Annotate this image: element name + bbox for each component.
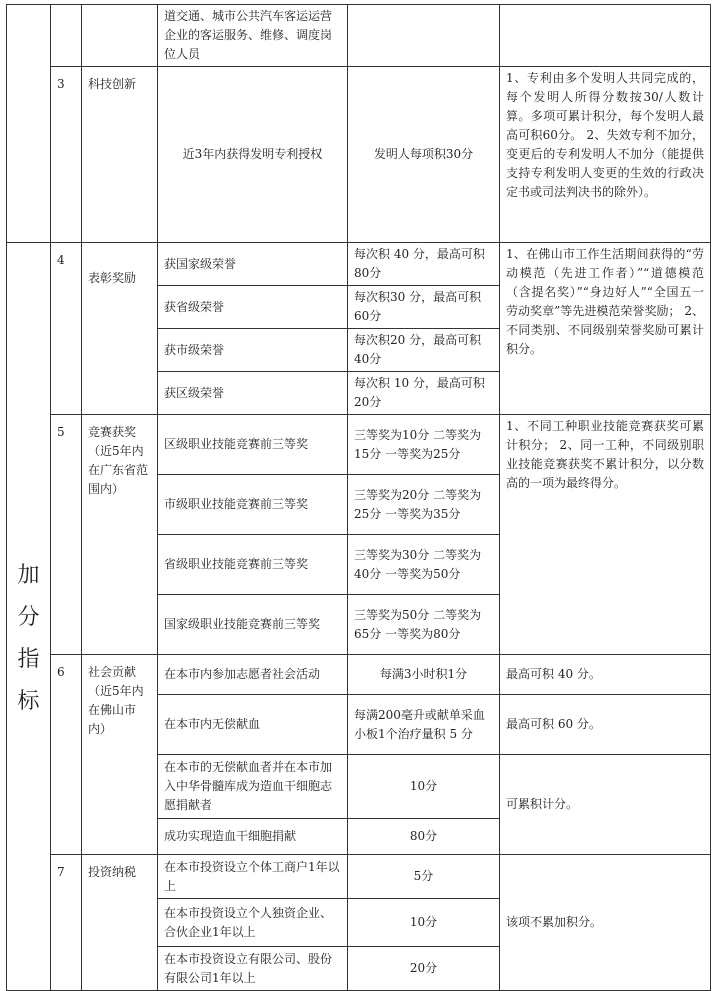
table-row <box>7 415 711 475</box>
row-score: 每满3小时积1分 <box>348 655 500 695</box>
row-category <box>82 5 158 67</box>
section-cell-top <box>7 5 51 243</box>
row-score: 10分 <box>348 899 500 947</box>
row-score: 三等奖为30分 二等奖为40分 一等奖为50分 <box>348 535 500 595</box>
table-row <box>7 243 711 286</box>
points-table <box>6 4 711 991</box>
row-note: 1、不同工种职业技能竞赛获奖可累计积分； 2、同一工种，不同级别职业技能竞赛获奖不累计积分，以分数高的一项为最终得分。 <box>500 415 711 655</box>
row-no: 7 <box>51 855 82 991</box>
row-item: 获国家级荣誉 <box>158 243 348 286</box>
row-score: 三等奖为20分 二等奖为25分 一等奖为35分 <box>348 475 500 535</box>
section-label-char: 分 <box>17 605 40 630</box>
row-item: 获区级荣誉 <box>158 372 348 415</box>
row-no: 6 <box>51 655 82 855</box>
row-category: 表彰奖励 <box>82 243 158 415</box>
row-item: 区级职业技能竞赛前三等奖 <box>158 415 348 475</box>
row-no: 4 <box>51 243 82 415</box>
section-label <box>7 243 51 991</box>
row-item: 在本市的无偿献血者并在本市加入中华骨髓库成为造血干细胞志愿捐献者 <box>158 755 348 819</box>
row-item: 省级职业技能竞赛前三等奖 <box>158 535 348 595</box>
table-row <box>7 855 711 899</box>
row-item: 近3年内获得发明专利授权 <box>158 67 348 243</box>
row-no <box>51 5 82 67</box>
row-score: 20分 <box>348 947 500 991</box>
row-item: 在本市投资设立有限公司、股份有限公司1年以上 <box>158 947 348 991</box>
row-score: 每次积 10 分，最高可积20分 <box>348 372 500 415</box>
row-no: 5 <box>51 415 82 655</box>
row-item: 获市级荣誉 <box>158 329 348 372</box>
row-category: 科技创新 <box>82 67 158 243</box>
row-item: 在本市内无偿献血 <box>158 695 348 755</box>
row-item: 成功实现造血干细胞捐献 <box>158 819 348 855</box>
row-note: 1、在佛山市工作生活期间获得的“劳动模范（先进工作者）”“道德模范（含提名奖）”“身边好人”“全国五一劳动奖章”等先进模范荣誉奖励； 2、不同类别、不同级别荣誉奖励可累计积分。 <box>500 243 711 415</box>
row-score: 5分 <box>348 855 500 899</box>
row-no: 3 <box>51 67 82 243</box>
table-row <box>7 67 711 243</box>
row-score: 三等奖为10分 二等奖为15分 一等奖为25分 <box>348 415 500 475</box>
row-item: 在本市内参加志愿者社会活动 <box>158 655 348 695</box>
row-score <box>348 5 500 67</box>
table-row <box>7 655 711 695</box>
row-score: 10分 <box>348 755 500 819</box>
row-score: 三等奖为50分 二等奖为65分 一等奖为80分 <box>348 595 500 655</box>
row-score: 每满200毫升或献单采血小板1个治疗量积 5 分 <box>348 695 500 755</box>
row-item: 获省级荣誉 <box>158 286 348 329</box>
table-row <box>7 5 711 67</box>
row-note: 最高可积 40 分。 <box>500 655 711 695</box>
row-item: 在本市投资设立个体工商户1年以上 <box>158 855 348 899</box>
row-category: 竞赛获奖（近5年内在广东省范围内） <box>82 415 158 655</box>
row-note: 该项不累加积分。 <box>500 855 711 991</box>
row-item: 市级职业技能竞赛前三等奖 <box>158 475 348 535</box>
section-label-char: 加 <box>17 563 40 588</box>
row-note: 1、专利由多个发明人共同完成的，每个发明人所得分数按30/人数计算。多项可累计积分，每个发明人最高可积60分。 2、失效专利不加分，变更后的专利发明人不加分（能提供支持专利发明人变更的生效的行政决定书或司法判决书的除外）。 <box>500 67 711 243</box>
row-score: 发明人每项积30分 <box>348 67 500 243</box>
row-score: 每次积20 分，最高可积40分 <box>348 329 500 372</box>
row-item: 国家级职业技能竞赛前三等奖 <box>158 595 348 655</box>
row-note <box>500 5 711 67</box>
row-note: 最高可积 60 分。 <box>500 695 711 755</box>
row-note: 可累积计分。 <box>500 755 711 855</box>
row-item: 在本市投资设立个人独资企业、合伙企业1年以上 <box>158 899 348 947</box>
row-score: 每次积30 分，最高可积 60分 <box>348 286 500 329</box>
section-label-char: 标 <box>17 689 40 714</box>
row-category: 社会贡献（近5年内在佛山市内） <box>82 655 158 855</box>
row-category: 投资纳税 <box>82 855 158 991</box>
row-item: 道交通、城市公共汽车客运运营企业的客运服务、维修、调度岗位人员 <box>158 5 348 67</box>
row-score: 每次积 40 分，最高可积80分 <box>348 243 500 286</box>
section-label-char: 指 <box>17 647 40 672</box>
row-score: 80分 <box>348 819 500 855</box>
